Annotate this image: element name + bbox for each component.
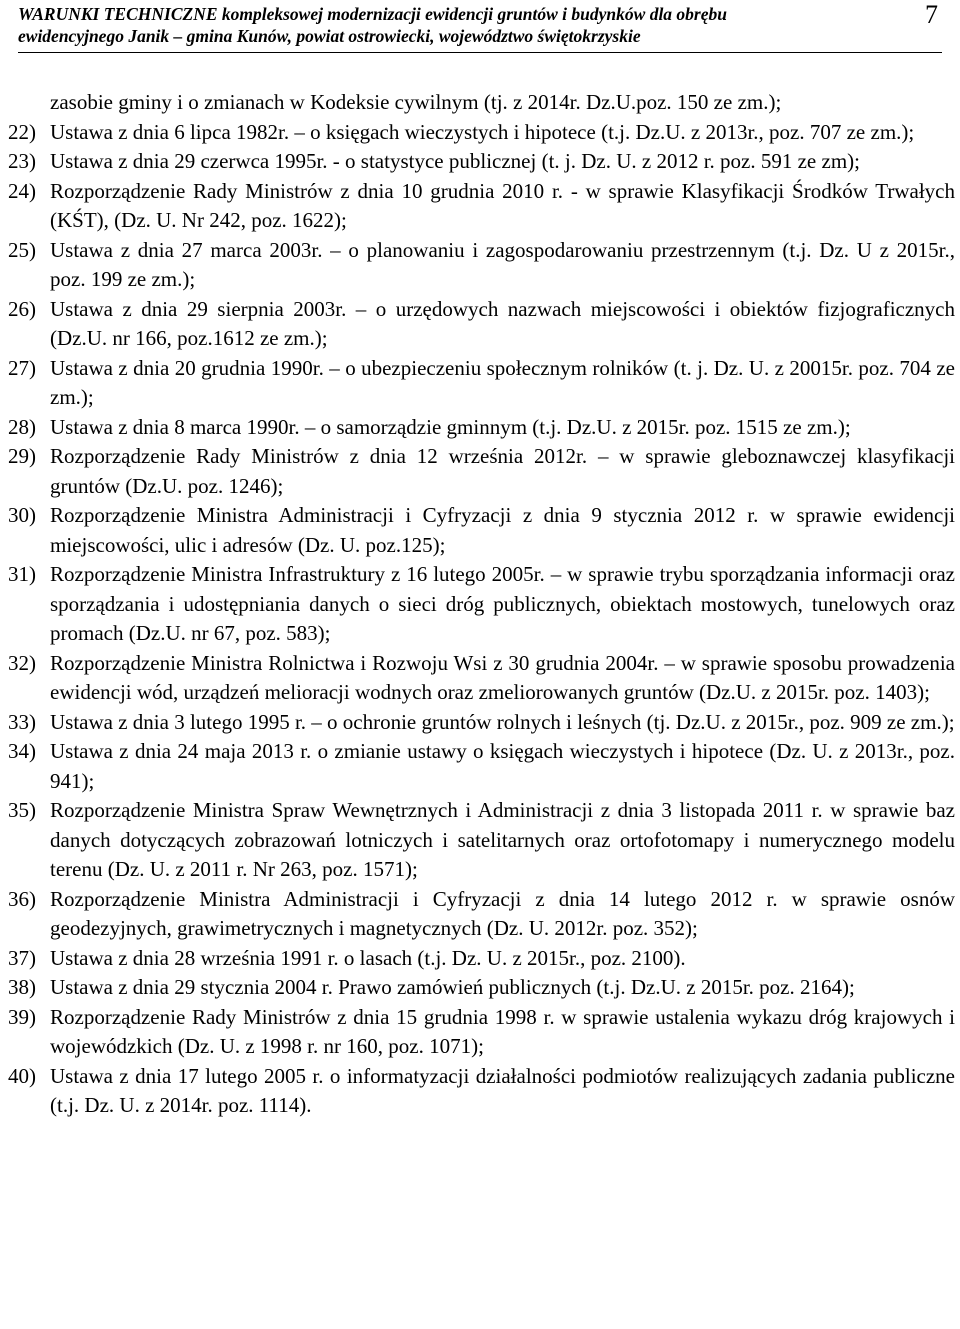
list-item-text: Ustawa z dnia 6 lipca 1982r. – o księgach wieczystych i hipotece (t.j. Dz.U. z 2013r., poz. 707 ze zm.); [50, 119, 915, 144]
list-item-text: Rozporządzenie Ministra Infrastruktury z 16 lutego 2005r. – w sprawie trybu sporządzania informacji oraz sporządzania i udostępniania danych o sieci dróg publicznych, obiektach mostowych, tunelowych oraz promach (Dz.U. nr 67, poz. 583); [50, 562, 955, 645]
list-item [8, 944, 955, 974]
list-item-text: Ustawa z dnia 29 czerwca 1995r. - o statystyce publicznej (t. j. Dz. U. z 2012 r. poz. 591 ze zm); [50, 149, 860, 173]
page-number: 7 [925, 0, 938, 29]
continuation-text: zasobie gminy i o zmianach w Kodeksie cywilnym (tj. z 2014r. Dz.U.poz. 150 ze zm.); [50, 90, 782, 114]
list-item [8, 1003, 955, 1062]
list-item-number: 36) [8, 886, 36, 911]
list-item [8, 1062, 955, 1121]
list-item-number: 33) [8, 709, 36, 734]
list-item-number: 25) [8, 237, 36, 262]
list-item [8, 560, 955, 649]
list-item-text: Ustawa z dnia 29 stycznia 2004 r. Prawo zamówień publicznych (t.j. Dz.U. z 2015r. poz. 2164); [50, 975, 855, 999]
running-header [18, 0, 942, 58]
header-title-line-2: ewidencyjnego Janik – gmina Kunów, powiat ostrowiecki, województwo świętokrzyskie [18, 26, 641, 46]
list-item-number: 34) [8, 739, 36, 763]
list-item-number: 26) [8, 296, 36, 321]
list-item-number: 24) [8, 178, 36, 203]
list-item [8, 413, 955, 443]
list-item-text: Rozporządzenie Rady Ministrów z dnia 15 grudnia 1998 r. w sprawie ustalenia wykazu dróg krajowych i wojewódzkich (Dz. U. z 1998 r. nr 160, poz. 1071); [50, 1004, 955, 1058]
list-item-text: Rozporządzenie Rady Ministrów z dnia 12 września 2012r. – w sprawie gleboznawczej klasyfikacji gruntów (Dz.U. poz. 1246); [50, 444, 955, 498]
list-item-number: 28) [8, 414, 36, 439]
list-item [8, 737, 955, 796]
list-item-number: 30) [8, 503, 36, 527]
list-item-number: 22) [8, 119, 36, 144]
list-item-number: 32) [8, 650, 36, 675]
list-item-text: Ustawa z dnia 17 lutego 2005 r. o informatyzacji działalności podmiotów realizujących zadania publiczne (t.j. Dz. U. z 2014r. poz. 1114). [50, 1063, 955, 1117]
list-item-number: 31) [8, 562, 36, 586]
list-items [8, 118, 955, 1121]
list-item [8, 118, 955, 148]
list-item-number: 38) [8, 975, 36, 999]
list-item-number: 23) [8, 149, 36, 173]
list-item-text: Ustawa z dnia 3 lutego 1995 r. – o ochronie gruntów rolnych i leśnych (tj. Dz.U. z 2015r., poz. 909 ze zm.); [50, 709, 955, 734]
list-item [8, 177, 955, 236]
list-item [8, 354, 955, 413]
list-item [8, 236, 955, 295]
list-item [8, 649, 955, 708]
list-item-text: Ustawa z dnia 27 marca 2003r. – o planowaniu i zagospodarowaniu przestrzennym (t.j. Dz. U z 2015r., poz. 199 ze zm.); [50, 237, 955, 291]
list-item [8, 885, 955, 944]
list-item-text: Rozporządzenie Ministra Administracji i Cyfryzacji z dnia 14 lutego 2012 r. w sprawie osnów geodezyjnych, grawimetrycznych i magnetycznych (Dz. U. 2012r. poz. 352); [50, 886, 955, 940]
list-item [8, 501, 955, 560]
list-item [8, 442, 955, 501]
list-item-number: 37) [8, 945, 36, 970]
list-item [8, 708, 955, 738]
header-title-line-1: WARUNKI TECHNICZNE kompleksowej modernizacji ewidencji gruntów i budynków dla obrębu [18, 4, 727, 24]
list-item-number: 29) [8, 444, 36, 468]
list-item-text: Rozporządzenie Ministra Spraw Wewnętrznych i Administracji z dnia 3 listopada 2011 r. w sprawie baz danych dotyczących zobrazowań lotniczych i satelitarnych oraz ortofotomapy i numerycznego modelu terenu (Dz. U. z 2011 r. Nr 263, poz. 1571); [50, 798, 955, 881]
list-item-text: Rozporządzenie Ministra Rolnictwa i Rozwoju Wsi z 30 grudnia 2004r. – w sprawie sposobu prowadzenia ewidencji wód, urządzeń melioracji wodnych oraz zmeliorowanych gruntów (Dz.U. z 2015r. poz. 1403); [50, 650, 955, 704]
list-item-text: Ustawa z dnia 29 sierpnia 2003r. – o urzędowych nazwach miejscowości i obiektów fizjograficznych (Dz.U. nr 166, poz.1612 ze zm.); [50, 296, 955, 350]
list-item-number: 40) [8, 1063, 36, 1088]
list-item [8, 147, 955, 177]
list-item-text: Ustawa z dnia 8 marca 1990r. – o samorządzie gminnym (t.j. Dz.U. z 2015r. poz. 1515 ze zm.); [50, 414, 851, 439]
list-item-text: Ustawa z dnia 20 grudnia 1990r. – o ubezpieczeniu społecznym rolników (t. j. Dz. U. z 20015r. poz. 704 ze zm.); [50, 355, 955, 409]
legal-acts-list [8, 88, 955, 1121]
list-item [8, 973, 955, 1003]
list-item [8, 295, 955, 354]
list-item-text: Ustawa z dnia 28 września 1991 r. o lasach (t.j. Dz. U. z 2015r., poz. 2100). [50, 945, 686, 970]
header-divider [18, 52, 942, 53]
list-item-text: Rozporządzenie Rady Ministrów z dnia 10 grudnia 2010 r. - w sprawie Klasyfikacji Środków Trwałych (KŚT), (Dz. U. Nr 242, poz. 1622); [50, 178, 955, 232]
list-item-number: 35) [8, 798, 36, 822]
list-item-text: Rozporządzenie Ministra Administracji i Cyfryzacji z dnia 9 stycznia 2012 r. w sprawie ewidencji miejscowości, ulic i adresów (Dz. U. poz.125); [50, 503, 955, 557]
list-item [8, 796, 955, 885]
list-item-number: 39) [8, 1004, 36, 1029]
list-item-number: 27) [8, 355, 36, 380]
list-item-text: Ustawa z dnia 24 maja 2013 r. o zmianie ustawy o księgach wieczystych i hipotece (Dz. U. z 2013r., poz. 941); [50, 739, 955, 793]
